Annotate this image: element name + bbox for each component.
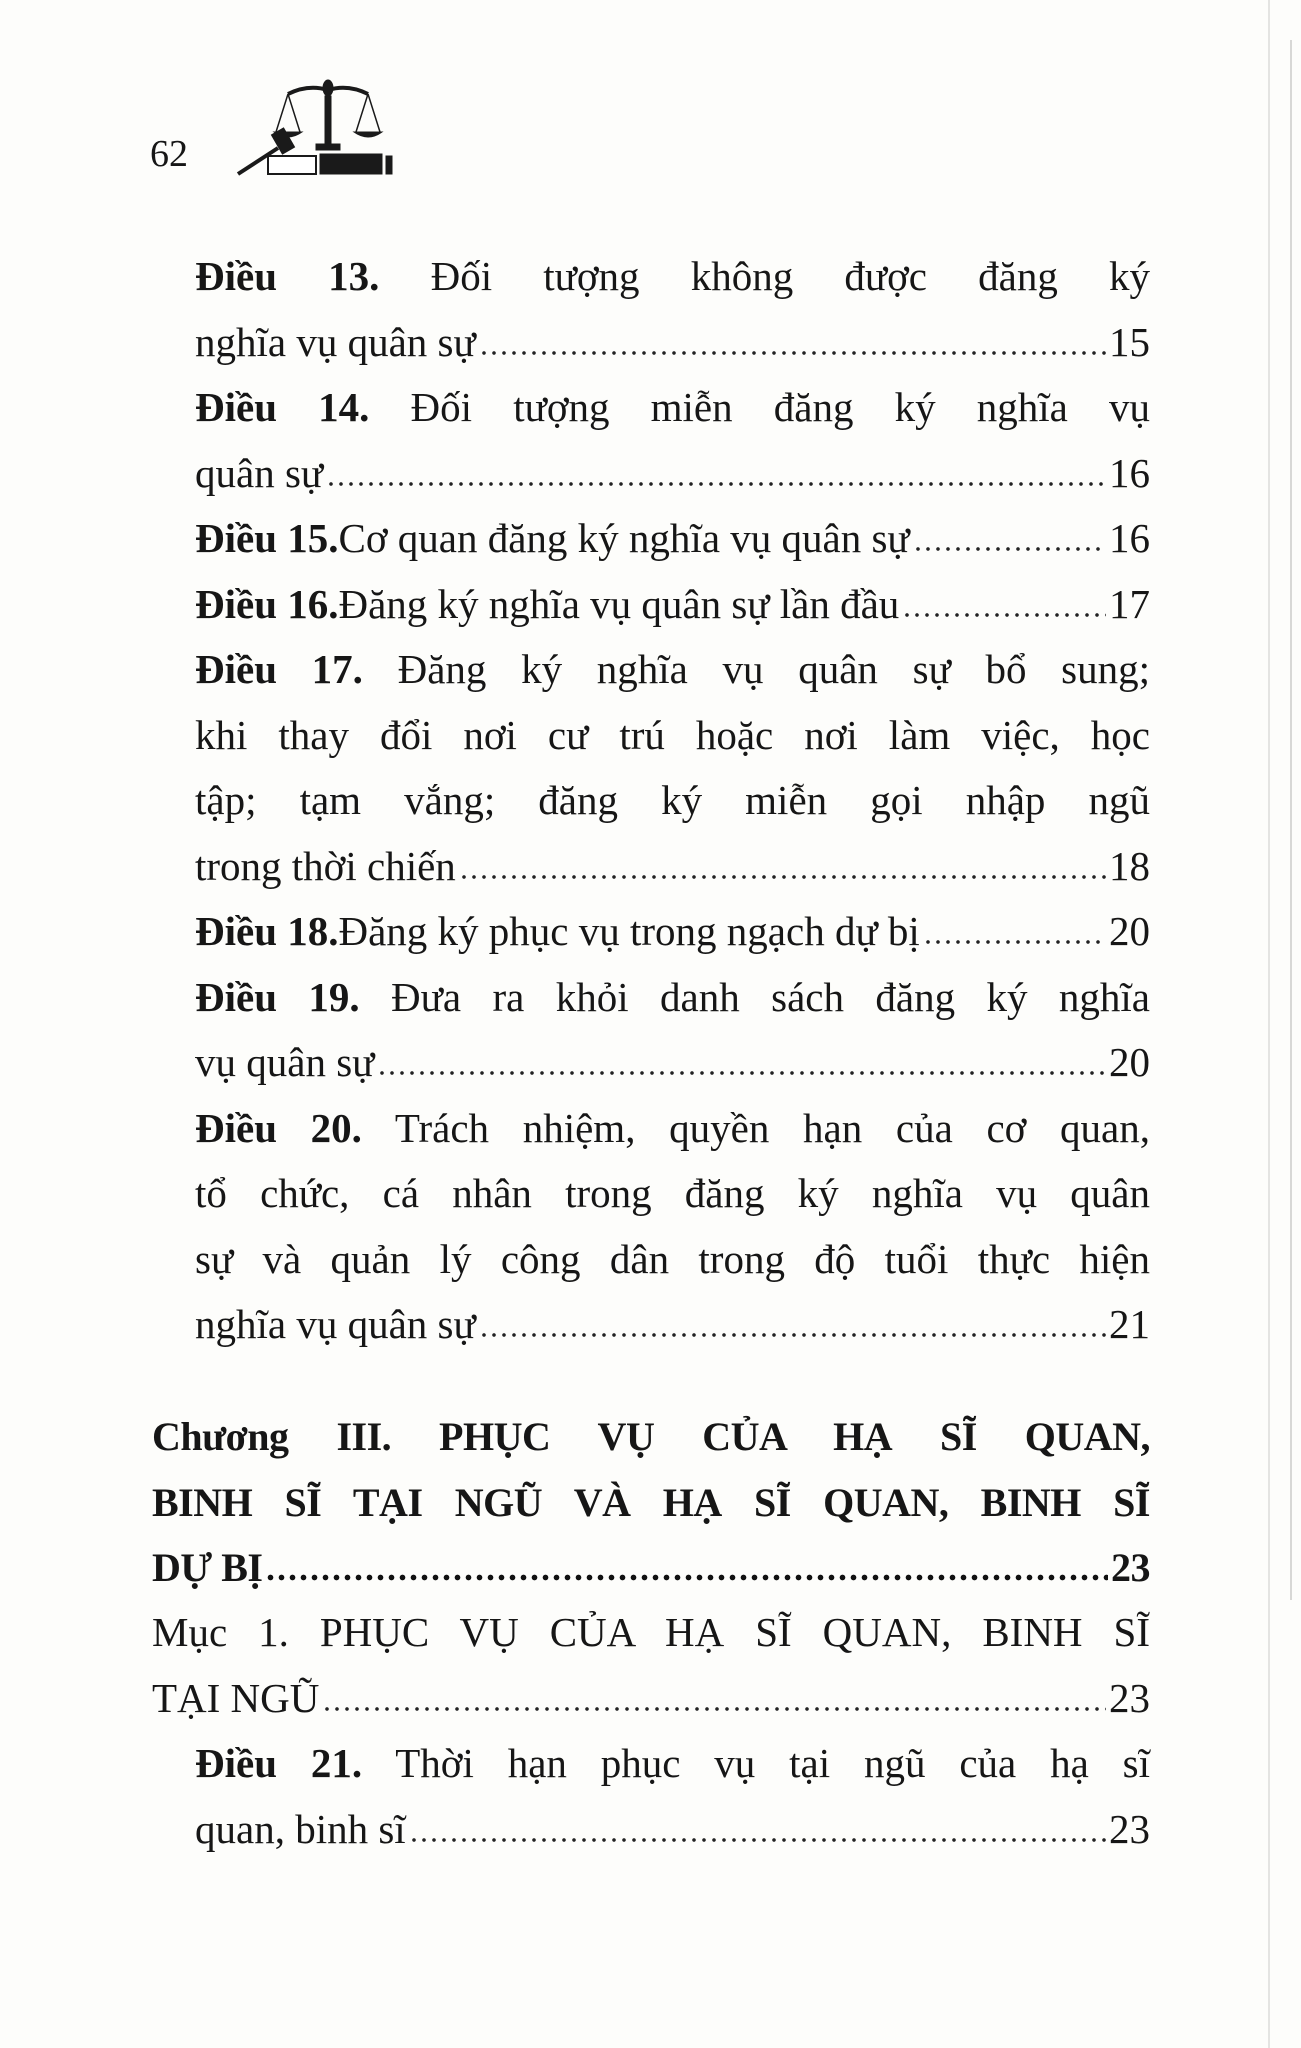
article-title: Thời hạn phục vụ tại ngũ của hạ sĩ [362, 1740, 1150, 1786]
toc-chapter [152, 1404, 1150, 1601]
scales-of-justice-icon [228, 72, 403, 182]
dot-leader [322, 1706, 1106, 1712]
article-title: tập; tạm vắng; đăng ký miễn gọi nhập ngũ [195, 777, 1150, 823]
page-ref: 21 [1109, 1301, 1150, 1347]
toc-entry [195, 375, 1150, 506]
article-title: tổ chức, cá nhân trong đăng ký nghĩa vụ quân [195, 1170, 1150, 1216]
chapter-line [152, 1404, 1150, 1470]
dot-leader [326, 481, 1106, 487]
dot-leader [265, 1574, 1108, 1581]
toc-section [152, 1600, 1150, 1731]
page-ref: 16 [1109, 449, 1150, 496]
article-title: khi thay đổi nơi cư trú hoặc nơi làm việc, học [195, 711, 1150, 758]
toc-entry [195, 637, 1150, 899]
toc-line [195, 1096, 1150, 1162]
dot-leader [479, 1332, 1106, 1338]
article-title: vụ quân sự [195, 1039, 375, 1085]
section-title: Mục 1. PHỤC VỤ CỦA HẠ SĨ QUAN, BINH SĨ [152, 1609, 1150, 1655]
article-title: Cơ quan đăng ký nghĩa vụ quân sự [338, 515, 910, 561]
page-edge [1290, 40, 1292, 1600]
dot-leader [923, 939, 1106, 945]
article-label: Điều 16. [195, 580, 339, 627]
article-title: Đối tượng không được đăng ký [379, 253, 1151, 299]
toc-line [195, 1161, 1150, 1227]
article-label: Điều 21. [195, 1740, 363, 1786]
toc-line [195, 899, 1150, 965]
page-edge [1268, 0, 1270, 2048]
toc-entry [195, 244, 1150, 375]
dot-leader [409, 1837, 1106, 1843]
article-title: quân sự [195, 449, 324, 496]
article-label: Điều 17. [195, 646, 363, 692]
toc-entry [195, 572, 1150, 638]
article-title: nghĩa vụ quân sự [195, 1301, 476, 1347]
article-label: Điều 18. [195, 908, 339, 954]
article-label: Điều 14. [195, 384, 370, 430]
page-ref: 23 [1111, 1545, 1150, 1590]
page-ref: 23 [1109, 1674, 1150, 1721]
toc-line [195, 768, 1150, 834]
article-title: trong thời chiến [195, 842, 456, 889]
chapter-title: DỰ BỊ [152, 1545, 263, 1590]
dot-leader [913, 546, 1106, 552]
chapter-line [152, 1470, 1150, 1536]
article-label: Điều 15. [195, 515, 339, 561]
toc-entry [195, 899, 1150, 965]
toc-line [195, 506, 1150, 572]
section-line [152, 1666, 1150, 1732]
page-ref: 17 [1109, 580, 1150, 627]
chapter-line [152, 1535, 1150, 1601]
toc-entry [195, 965, 1150, 1096]
section-line [152, 1600, 1150, 1666]
article-title: sự và quản lý công dân trong độ tuổi thực hiện [195, 1235, 1150, 1282]
page-ref: 20 [1109, 1039, 1150, 1085]
dot-leader [459, 874, 1106, 880]
toc-entry [195, 1096, 1150, 1358]
toc-line [195, 441, 1150, 507]
dot-leader [377, 1070, 1106, 1076]
article-title: Đăng ký nghĩa vụ quân sự lần đầu [338, 580, 900, 627]
article-title: nghĩa vụ quân sự [195, 318, 476, 365]
page-ref: 15 [1109, 318, 1150, 365]
dot-leader [902, 612, 1106, 618]
article-title: Đăng ký nghĩa vụ quân sự bổ sung; [362, 646, 1150, 692]
article-label: Điều 19. [195, 973, 360, 1020]
page-number: 62 [150, 133, 188, 175]
chapter-title: BINH SĨ TẠI NGŨ VÀ HẠ SĨ QUAN, BINH SĨ [152, 1479, 1150, 1525]
page-ref: 16 [1109, 515, 1150, 561]
toc-entry [195, 1731, 1150, 1862]
toc-line [195, 1797, 1150, 1863]
toc-line [195, 703, 1150, 769]
article-label: Điều 13. [195, 253, 380, 299]
article-title: quan, binh sĩ [195, 1805, 406, 1852]
toc-line [195, 375, 1150, 441]
toc-articles [195, 244, 1150, 1358]
toc-line [195, 834, 1150, 900]
toc-line [195, 1292, 1150, 1358]
toc-articles-2 [195, 1731, 1150, 1862]
toc-line [195, 1227, 1150, 1293]
toc-line [195, 244, 1150, 310]
toc-line [195, 310, 1150, 376]
toc-line [195, 1731, 1150, 1797]
page-ref: 20 [1109, 908, 1150, 954]
article-label: Điều 20. [195, 1104, 362, 1151]
chapter-title: Chương III. PHỤC VỤ CỦA HẠ SĨ QUAN, [152, 1414, 1150, 1459]
toc-line [195, 1030, 1150, 1096]
toc-line [195, 637, 1150, 703]
page-ref: 23 [1109, 1805, 1150, 1852]
article-title: Đưa ra khỏi danh sách đăng ký nghĩa [359, 973, 1150, 1020]
dot-leader [479, 350, 1106, 356]
article-title: Đối tượng miễn đăng ký nghĩa vụ [369, 384, 1151, 430]
toc-line [195, 572, 1150, 638]
section-title: TẠI NGŨ [152, 1674, 320, 1721]
toc-line [195, 965, 1150, 1031]
toc-entry [195, 506, 1150, 572]
article-title: Trách nhiệm, quyền hạn của cơ quan, [361, 1104, 1150, 1151]
article-title: Đăng ký phục vụ trong ngạch dự bị [338, 908, 920, 954]
page-ref: 18 [1109, 842, 1150, 889]
